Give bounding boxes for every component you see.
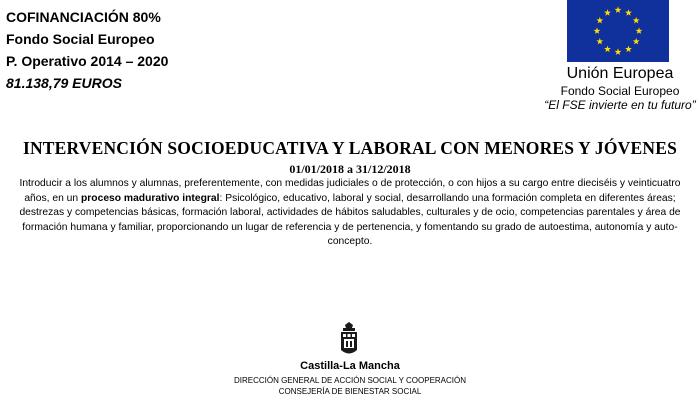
- description-bold: proceso madurativo integral: [81, 192, 220, 204]
- direccion-general: DIRECCIÓN GENERAL DE ACCIÓN SOCIAL Y COOPERACIÓN: [233, 376, 467, 385]
- funding-block: [6, 6, 168, 94]
- description-part2: : Psicológico, educativo, laboral y social, desarrollando una formación completa en diferentes áreas; destrezas y competencias básicas, formación laboral, actividades de hábitos saludables, culturales y de ocio, competencias parentales y área de formación humana y familiar, proporcionando un lugar de referencia y de pertenencia, y fomentando su grado de autoestima, autonomía y auto-concepto.: [19, 192, 681, 247]
- programa-text: P. Operativo 2014 – 2020: [6, 53, 169, 69]
- project-description: [10, 177, 690, 250]
- consejeria: CONSEJERÍA DE BIENESTAR SOCIAL: [278, 387, 422, 396]
- description-part1: Introducir a los alumnos y alumnas, preferentemente, con medidas judiciales o de protección, o con hijos a su cargo entre dieciséis y veinticuatro años, en un: [19, 178, 681, 204]
- eu-name: Unión Europea: [566, 65, 674, 82]
- project-dates: 01/01/2018 a 31/12/2018: [289, 162, 411, 176]
- jccm-castle-logo-icon: [331, 322, 367, 358]
- eu-fund: Fondo Social Europeo: [560, 84, 680, 98]
- project-title: INTERVENCIÓN SOCIOEDUCATIVA Y LABORAL CON MENORES Y JÓVENES: [22, 138, 678, 158]
- eu-motto: “El FSE invierte en tu futuro”: [544, 98, 696, 112]
- fondo-text: Fondo Social Europeo: [6, 31, 155, 47]
- eu-flag-icon: [567, 0, 669, 62]
- region-name: Castilla-La Mancha: [300, 360, 400, 372]
- amount-text: 81.138,79 EUROS: [6, 75, 122, 91]
- cofinanciacion-text: COFINANCIACIÓN 80%: [6, 9, 161, 25]
